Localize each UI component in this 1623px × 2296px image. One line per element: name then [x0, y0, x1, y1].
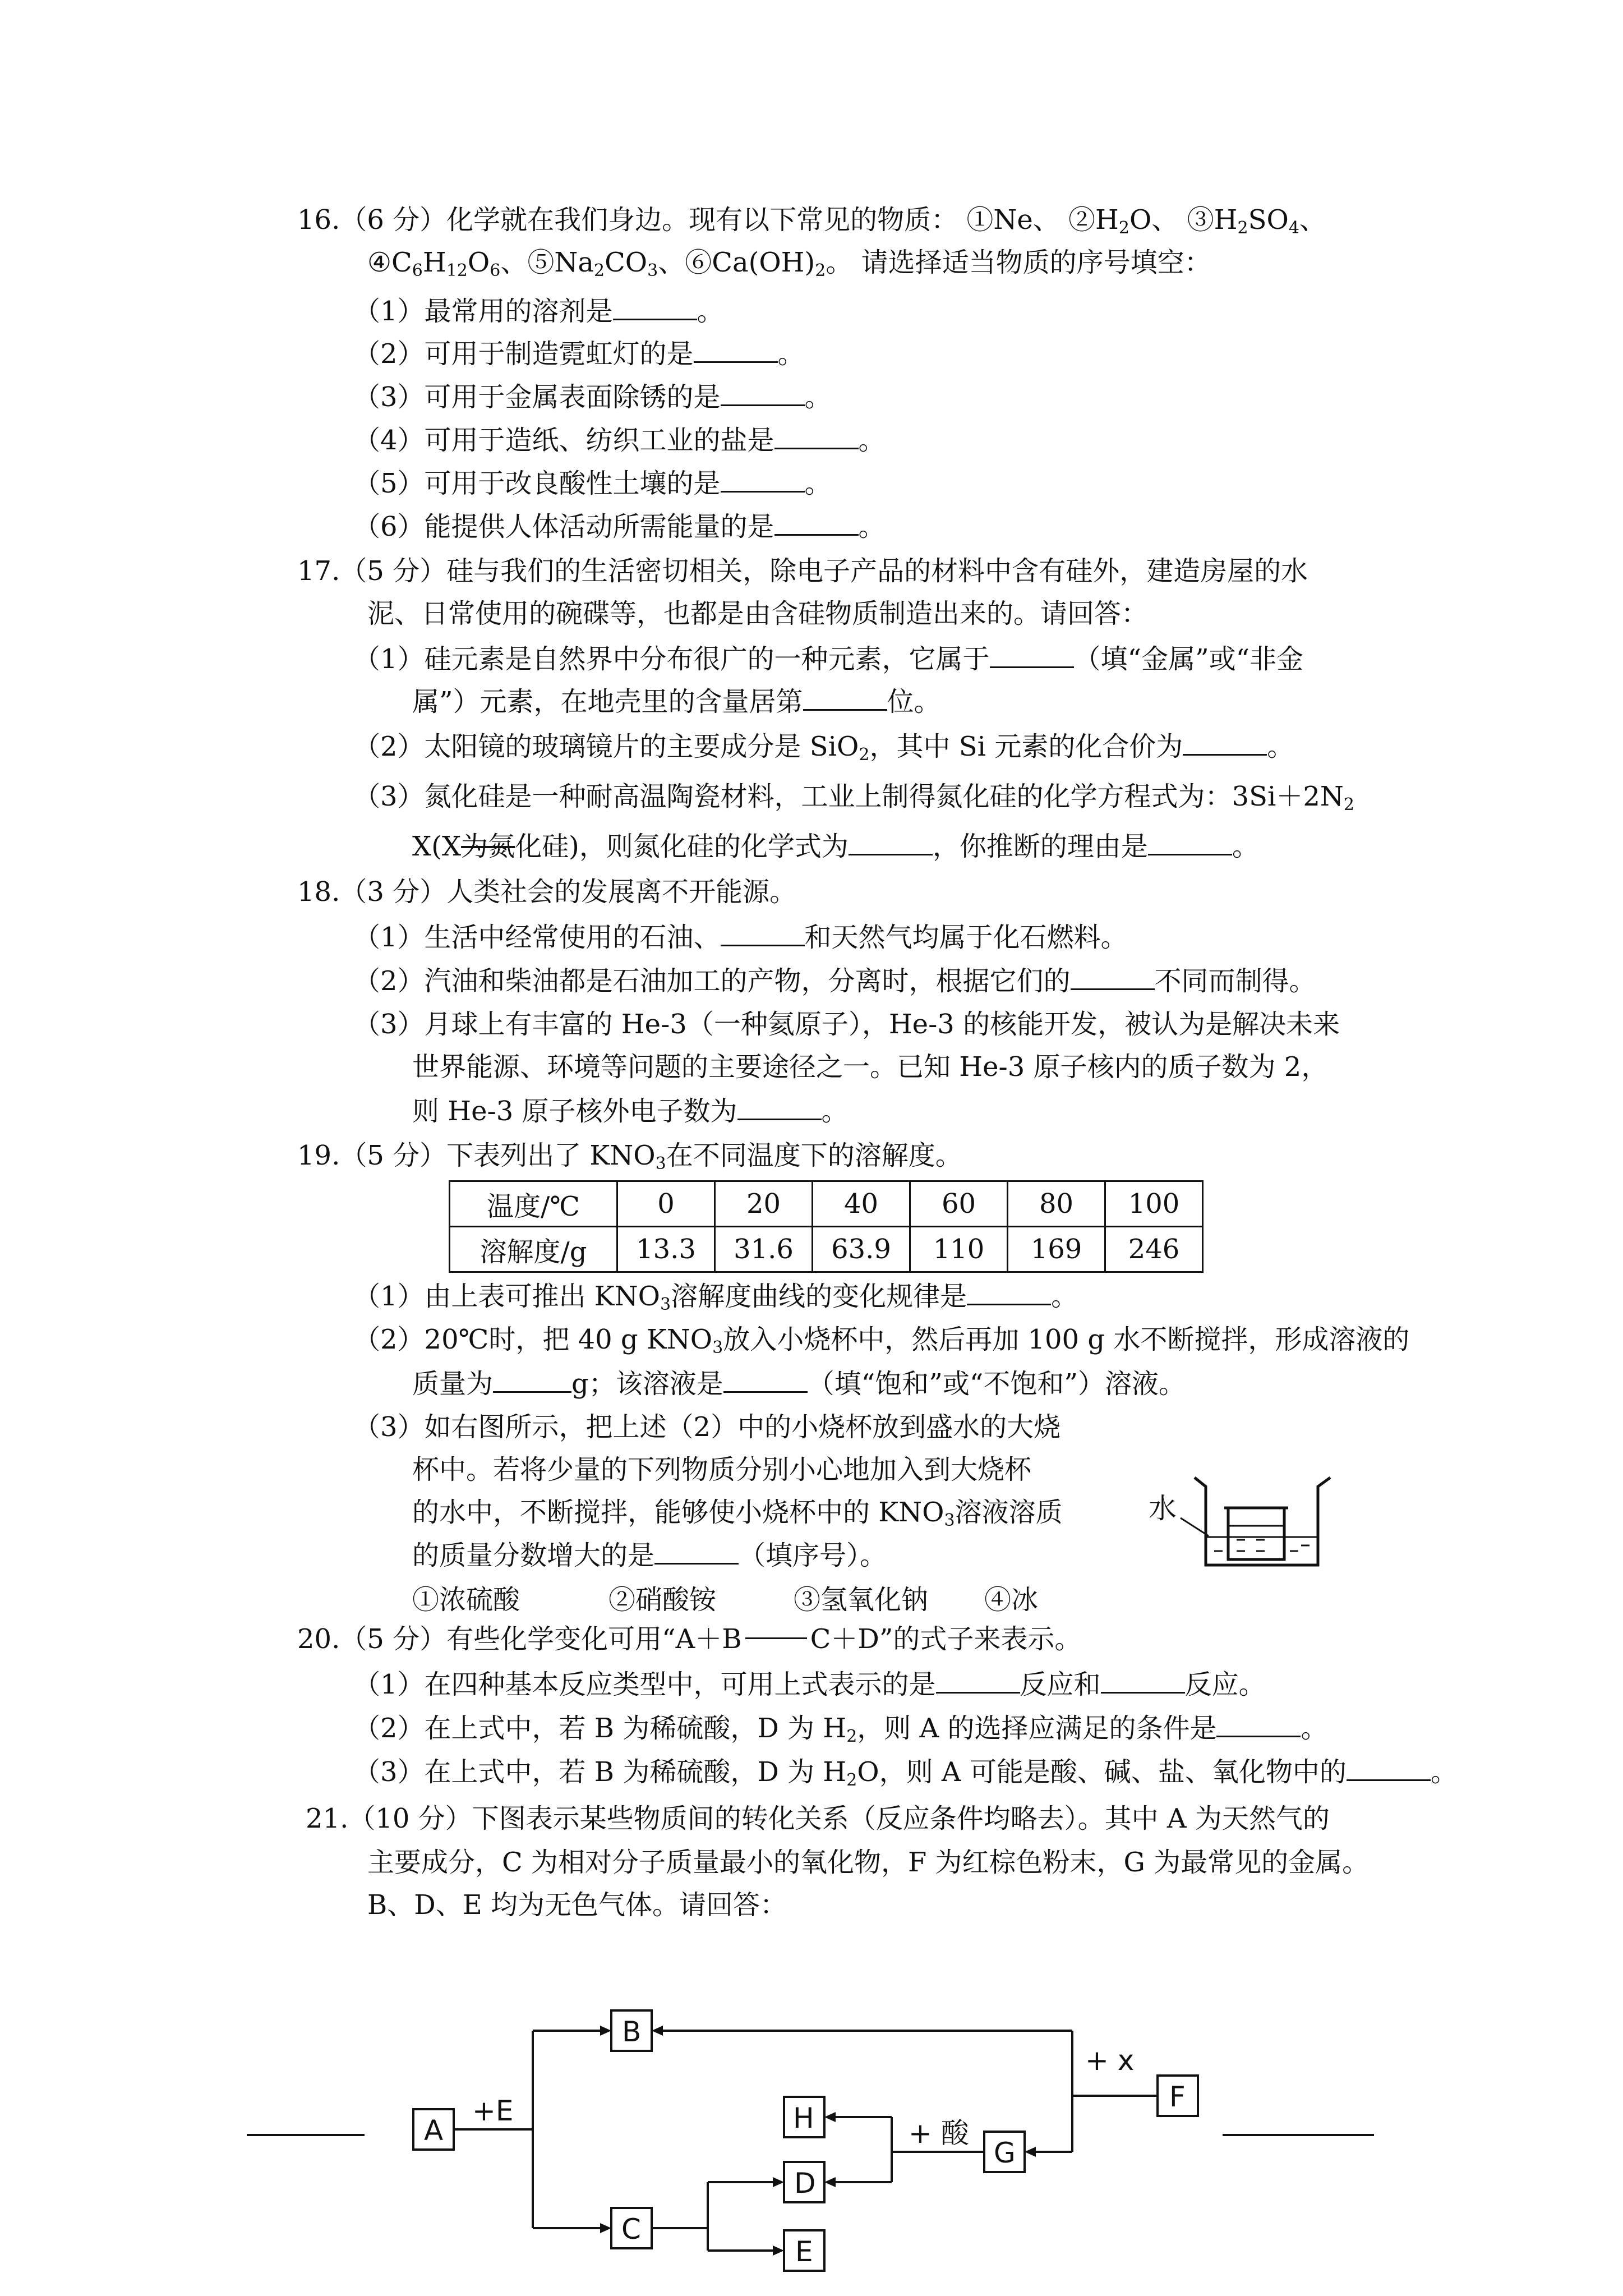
q19-s3e: 的质量分数增大的是 — [412, 1540, 655, 1571]
solubility-table — [449, 1180, 1204, 1273]
answer-blank[interactable] — [849, 829, 933, 855]
q16-s6-text: （6）能提供人体活动所需能量的是 — [353, 511, 774, 542]
q19-l1b: 在不同温度下的溶解度。 — [666, 1140, 962, 1171]
q17-sub1-cont — [412, 684, 941, 719]
q19-s2c: 质量为 — [412, 1368, 494, 1400]
q18-s2a: （2）汽油和柴油都是石油加工的产物，分离时，根据它们的 — [353, 965, 1071, 997]
q19-s3a: （3）如右图所示，把上述（2）中的小烧杯放到盛水的大烧 — [353, 1411, 1061, 1443]
table-cell: 13.3 — [617, 1227, 715, 1272]
period: 。 — [777, 338, 805, 370]
table-cell: 20 — [715, 1181, 813, 1227]
q19-s3b: 杯中。若将少量的下列物质分别小心地加入到大烧杯 — [412, 1454, 1032, 1485]
q17-s3f: 。 — [1232, 831, 1259, 862]
table-cell: 80 — [1008, 1181, 1105, 1227]
q19-sub1: （1）由上表可推出 $KNO_3$溶解度曲线的变化规律是 。 — [353, 1279, 1078, 1313]
option: ④冰 — [984, 1584, 1039, 1616]
answer-blank[interactable] — [774, 423, 859, 449]
q17-line1 — [297, 554, 1308, 588]
q16-text-b: O、 ③H — [1129, 204, 1238, 236]
q19-s2d: g；该溶液是 — [571, 1368, 723, 1400]
answer-blank[interactable] — [1071, 964, 1155, 990]
q17-sub1 — [353, 642, 1303, 676]
q16-s2-text: （2）可用于制造霓虹灯的是 — [353, 338, 694, 370]
q21-l1: 21.（10 分）下图表示某些物质间的转化关系（反应条件均略去）。其中 A 为天然气的 — [306, 1803, 1330, 1834]
answer-blank[interactable] — [721, 380, 805, 406]
answer-blank[interactable] — [990, 642, 1074, 668]
q17-s3b: X(X — [412, 831, 462, 862]
q20-s2c: 。 — [1301, 1713, 1328, 1744]
box-c — [611, 2208, 652, 2248]
label-plus-acid: + 酸 — [909, 2117, 969, 2150]
period: 。 — [858, 511, 886, 542]
q17-line2 — [367, 597, 1148, 631]
q19-s2a: （2）20℃时，把 40 g KNO — [353, 1324, 713, 1355]
q16-sub1 — [353, 294, 724, 328]
box-f — [1158, 2076, 1198, 2116]
q20-sub2: （2）在上式中，若 B 为稀硫酸，D 为 $H_2$，则 A 的选择应满足的条件是 。 — [353, 1711, 1328, 1745]
q17-l1: 17.（5 分）硅与我们的生活密切相关，除电子产品的材料中含有硅外，建造房屋的水 — [297, 555, 1308, 587]
q19-sub3-cont — [412, 1453, 1031, 1487]
q19-sub2-cont — [412, 1366, 1186, 1401]
answer-blank[interactable] — [721, 920, 805, 946]
q19-line1: 19.（5 分）下表列出了 $KNO_3$在不同温度下的溶解度。 — [297, 1140, 962, 1174]
q17-s1a: （1）硅元素是自然界中分布很广的一种元素，它属于 — [353, 643, 990, 675]
q16-sub6 — [353, 509, 886, 544]
q18-l1: 18.（3 分）人类社会的发展离不开能源。 — [297, 876, 797, 908]
q21-line2 — [367, 1846, 1369, 1879]
q18-sub3-cont2 — [412, 1094, 849, 1128]
q18-sub2 — [353, 964, 1316, 998]
q20-s1c: 反应。 — [1184, 1669, 1266, 1700]
table-cell: 31.6 — [715, 1227, 813, 1272]
arrow — [745, 1634, 807, 1639]
q17-s1b: （填“金属”或“非金 — [1073, 643, 1304, 675]
q20-s2a: （2）在上式中，若 B 为稀硫酸，D 为 H — [353, 1713, 847, 1744]
q17-s3e: ，你推断的理由是 — [932, 831, 1148, 862]
q17-s3a: （3）氮化硅是一种耐高温陶瓷材料，工业上制得氮化硅的化学方程式为：3Si＋2N — [353, 781, 1344, 812]
q16-sub2 — [353, 337, 805, 371]
q19-s1c: 。 — [1051, 1281, 1078, 1312]
q20-l1a: 20.（5 分）有些化学变化可用“A＋B — [297, 1623, 742, 1655]
q16-l2a: ④C — [367, 247, 412, 278]
answer-blank[interactable] — [1216, 1711, 1301, 1737]
arrowheads — [600, 2026, 1036, 2256]
option: ③氢氧化钠 — [794, 1584, 929, 1616]
table-row — [450, 1227, 1203, 1272]
q17-s3c: 为氮 — [461, 831, 515, 862]
table-cell: 169 — [1008, 1227, 1105, 1272]
water-label: 水 — [1149, 1492, 1177, 1525]
q16-s1-text: （1）最常用的溶剂是 — [353, 296, 613, 327]
option: ②硝酸铵 — [608, 1584, 717, 1616]
q16-l2e: CO — [605, 247, 648, 278]
q18-s2b: 不同而制得。 — [1154, 965, 1316, 997]
q16-l2b: H — [422, 247, 446, 278]
q19-s3f: （填序号）。 — [739, 1540, 887, 1571]
period: 。 — [697, 296, 724, 327]
table-cell: 100 — [1105, 1181, 1203, 1227]
box-b-label: B — [622, 2016, 642, 2048]
table-cell: 温度/℃ — [450, 1181, 617, 1227]
q16-line1: 16.（6 分）化学就在我们身边。现有以下常见的物质： ①Ne、 $②H_2O$、 $③H_2SO_4$、 — [297, 204, 1326, 238]
q18-s3c: 则 He-3 原子核外电子数为 — [412, 1096, 737, 1127]
q16-l2d: 、⑤Na — [500, 247, 594, 278]
box-e-label: E — [795, 2235, 813, 2268]
table-cell: 0 — [617, 1181, 715, 1227]
box-a-label: A — [424, 2114, 444, 2147]
option: ①浓硫酸 — [412, 1584, 520, 1616]
water-dashes — [1214, 1540, 1310, 1551]
answer-blank[interactable] — [1183, 729, 1267, 756]
q21-line3 — [367, 1888, 787, 1922]
q20-s3b: O，则 A 可能是酸、碱、盐、氧化物中的 — [857, 1756, 1347, 1788]
q16-s4-text: （4）可用于造纸、纺织工业的盐是 — [353, 425, 774, 456]
q18-s1b: 和天然气均属于化石燃料。 — [804, 922, 1128, 953]
box-h — [784, 2097, 824, 2137]
q20-s1a: （1）在四种基本反应类型中，可用上式表示的是 — [353, 1669, 936, 1700]
box-g — [984, 2132, 1025, 2172]
q18-s3b: 世界能源、环境等问题的主要途径之一。已知 He-3 原子核内的质子数为 2， — [412, 1051, 1329, 1083]
box-d-label: D — [794, 2167, 816, 2200]
q17-s3d: 化硅)，则氮化硅的化学式为 — [515, 831, 849, 862]
answer-blank[interactable] — [967, 1279, 1051, 1305]
answer-blank[interactable] — [721, 466, 805, 493]
q19-sub3-cont3 — [412, 1538, 887, 1572]
table-cell: 63.9 — [813, 1227, 910, 1272]
q21-line1 — [306, 1802, 1330, 1835]
q17-l2: 泥、日常使用的碗碟等，也都是由含硅物质制造出来的。请回答： — [367, 598, 1149, 629]
q16-sub5 — [353, 466, 832, 500]
q20-s1b: 反应和 — [1020, 1669, 1101, 1700]
q18-sub1 — [353, 920, 1128, 954]
q16-l2c: O — [467, 247, 490, 278]
q17-s1d: 位。 — [887, 686, 941, 717]
small-beaker-outline — [1228, 1508, 1284, 1559]
q19-s1a: （1）由上表可推出 KNO — [353, 1281, 661, 1312]
q20-s3a: （3）在上式中，若 B 为稀硫酸，D 为 H — [353, 1756, 847, 1788]
q18-s1a: （1）生活中经常使用的石油、 — [353, 922, 721, 953]
q21-l2: 主要成分，C 为相对分子质量最小的氧化物，F 为红棕色粉末，G 为最常见的金属。 — [367, 1847, 1370, 1878]
q18-sub3 — [353, 1007, 1340, 1041]
q20-s2b: ，则 A 的选择应满足的条件是 — [857, 1713, 1217, 1744]
q19-sub2: （2）20℃时，把 40 g $KNO_3$放入小烧杯中，然后再加 100 g 水不断搅拌，形成溶液的 — [353, 1324, 1410, 1358]
q16-text-d: 、 — [1299, 204, 1326, 236]
q17-sub2: （2）太阳镜的玻璃镜片的主要成分是 SiO$_2$，其中 Si 元素的化合价为 。 — [353, 729, 1294, 763]
table-row — [450, 1181, 1203, 1227]
q17-sub3: （3）氮化硅是一种耐高温陶瓷材料，工业上制得氮化硅的化学方程式为：$3Si+2N_2$ — [353, 781, 1354, 815]
q16-sub4 — [353, 423, 886, 457]
box-b — [611, 2010, 652, 2051]
q19-options — [412, 1583, 1038, 1617]
q18-s3a: （3）月球上有丰富的 He-3（一种氦原子），He-3 的核能开发，被认为是解决未来 — [353, 1009, 1340, 1040]
q17-s1c: 属”）元素，在地壳里的含量居第 — [412, 686, 803, 717]
q17-s2a: （2）太阳镜的玻璃镜片的主要成分是 SiO — [353, 731, 859, 762]
period: 。 — [804, 468, 832, 499]
q19-sub3-cont2: 的水中，不断搅拌，能够使小烧杯中的 $KNO_3$溶液溶质 — [412, 1497, 1063, 1530]
table-cell: 60 — [910, 1181, 1008, 1227]
box-d — [784, 2162, 824, 2202]
period: 。 — [804, 381, 832, 413]
box-e — [784, 2230, 824, 2271]
q20-sub3: （3）在上式中，若 B 为稀硫酸，D 为 $H_2O$，则 A 可能是酸、碱、盐、氧化物中的 。 — [353, 1755, 1458, 1789]
q16-text-c: SO — [1248, 204, 1289, 236]
box-g-label: G — [994, 2137, 1016, 2169]
answer-blank[interactable] — [737, 1094, 822, 1120]
q17-s2c: 。 — [1267, 731, 1294, 762]
q21-l3: B、D、E 均为无色气体。请回答： — [367, 1889, 787, 1921]
box-h-label: H — [793, 2102, 814, 2134]
box-f-label: F — [1169, 2081, 1186, 2113]
q16-l2g: 。 请选择适当物质的序号填空： — [826, 247, 1211, 278]
table-cell: 246 — [1105, 1227, 1203, 1272]
answer-blank[interactable] — [493, 1366, 571, 1393]
q17-s2b: ，其中 Si 元素的化合价为 — [869, 731, 1183, 762]
answer-blank[interactable] — [723, 1366, 808, 1393]
answer-blank[interactable] — [613, 294, 697, 320]
q20-sub1 — [353, 1667, 1266, 1701]
q20-line1 — [297, 1622, 1081, 1656]
q16-text: 16.（6 分）化学就在我们身边。现有以下常见的物质： ①Ne、 ②H — [297, 204, 1119, 236]
q19-s1b: 溶解度曲线的变化规律是 — [671, 1281, 967, 1312]
q19-sub3 — [353, 1410, 1061, 1444]
label-plus-x: + x — [1085, 2044, 1135, 2077]
q16-line2: $④C_6H_{12}O_6$、$⑤Na_2CO_3$、$⑥Ca(OH)_2$。 请选择适当物质的序号填空： — [367, 247, 1211, 280]
q19-s3c: 的水中，不断搅拌，能够使小烧杯中的 KNO — [412, 1497, 944, 1528]
answer-blank[interactable] — [654, 1538, 739, 1565]
box-c-label: C — [621, 2213, 641, 2246]
q19-s3d: 溶液溶质 — [955, 1497, 1063, 1528]
answer-blank[interactable] — [803, 684, 887, 711]
table-cell: 溶解度/g — [450, 1227, 617, 1272]
q20-s3c: 。 — [1430, 1756, 1458, 1788]
q17-sub3-cont — [412, 829, 1259, 863]
answer-blank[interactable] — [936, 1667, 1020, 1694]
table-cell: 40 — [813, 1181, 910, 1227]
label-plus-e: +E — [472, 2095, 514, 2127]
water-pointer — [1181, 1518, 1209, 1536]
answer-blank[interactable] — [774, 509, 859, 536]
q16-sub3 — [353, 380, 832, 414]
box-a — [413, 2109, 454, 2150]
q19-s2e: （填“饱和”或“不饱和”）溶液。 — [807, 1368, 1186, 1400]
q16-l2f: 、⑥Ca(OH) — [658, 247, 815, 278]
q16-s3-text: （3）可用于金属表面除锈的是 — [353, 381, 721, 413]
answer-blank[interactable] — [1347, 1755, 1431, 1781]
answer-blank[interactable] — [1101, 1667, 1185, 1694]
q18-line1 — [297, 875, 796, 909]
q18-sub3-cont — [412, 1050, 1328, 1084]
q18-s3d: 。 — [821, 1096, 849, 1127]
q19-s2b: 放入小烧杯中，然后再加 100 g 水不断搅拌，形成溶液的 — [723, 1324, 1410, 1355]
large-beaker-outline — [1195, 1478, 1330, 1565]
table-cell: 110 — [910, 1227, 1008, 1272]
answer-blank[interactable] — [1148, 829, 1232, 855]
q20-l1b: C＋D”的式子来表示。 — [810, 1623, 1082, 1655]
period: 。 — [858, 425, 886, 456]
q19-l1a: 19.（5 分）下表列出了 KNO — [297, 1140, 656, 1171]
answer-blank[interactable] — [694, 337, 778, 363]
q16-s5-text: （5）可用于改良酸性土壤的是 — [353, 468, 721, 499]
